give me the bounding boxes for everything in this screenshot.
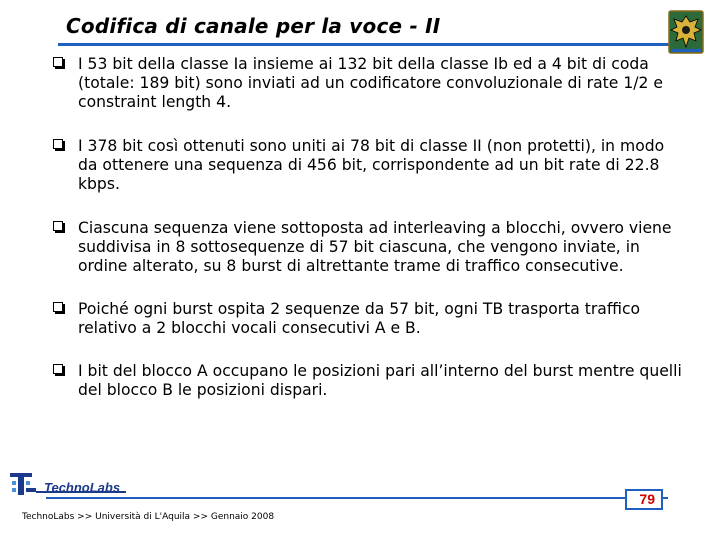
bullet-text: Poiché ogni burst ospita 2 sequenze da 57 bit, ogni TB trasporta traffico relativo a 2 blocchi vocali consecutivi A e B. — [78, 300, 641, 337]
bullet-text: I bit del blocco A occupano le posizioni pari all’interno del burst mentre quelli del blocco B le posizioni dispari. — [78, 362, 682, 399]
bullet-text: I 378 bit così ottenuti sono uniti ai 78 bit di classe II (non protetti), in modo da ottenere una sequenza di 456 bit, corrispondente ad un bit rate di 22.8 kbps. — [78, 137, 665, 193]
checkbox-bullet-icon — [53, 57, 65, 69]
eagle-crest-icon — [668, 10, 704, 54]
bullet-item — [48, 219, 688, 276]
footer-text: TechnoLabs >> Università di L'Aquila >> Gennaio 2008 — [22, 512, 275, 522]
bullet-item — [48, 300, 688, 338]
bullet-text: I 53 bit della classe Ia insieme ai 132 bit della classe Ib ed a 4 bit di coda (totale: 189 bit) sono inviati ad un codificatore convoluzionale di rate 1/2 e constraint length 4. — [78, 55, 663, 111]
logo-text: TechnoLabs — [44, 480, 121, 495]
checkbox-bullet-icon — [53, 302, 65, 314]
bullet-item — [48, 362, 688, 400]
checkbox-bullet-icon — [53, 364, 65, 376]
checkbox-bullet-icon — [53, 221, 65, 233]
bullet-item — [48, 55, 688, 112]
checkbox-bullet-icon — [53, 139, 65, 151]
bullet-text: Ciascuna sequenza viene sottoposta ad interleaving a blocchi, ovvero viene suddivisa in 8 sottosequenze di 57 bit ciascuna, che vengono inviate, in ordine alterato, su 8 burst di altrettante trame di traffico consecutive. — [78, 219, 672, 275]
page-number: 79 — [625, 489, 663, 510]
bullet-item — [48, 137, 688, 194]
bullet-list — [48, 55, 688, 423]
title-underline — [58, 43, 696, 46]
footer-divider — [46, 497, 668, 499]
slide-title: Codifica di canale per la voce - II — [66, 14, 441, 38]
